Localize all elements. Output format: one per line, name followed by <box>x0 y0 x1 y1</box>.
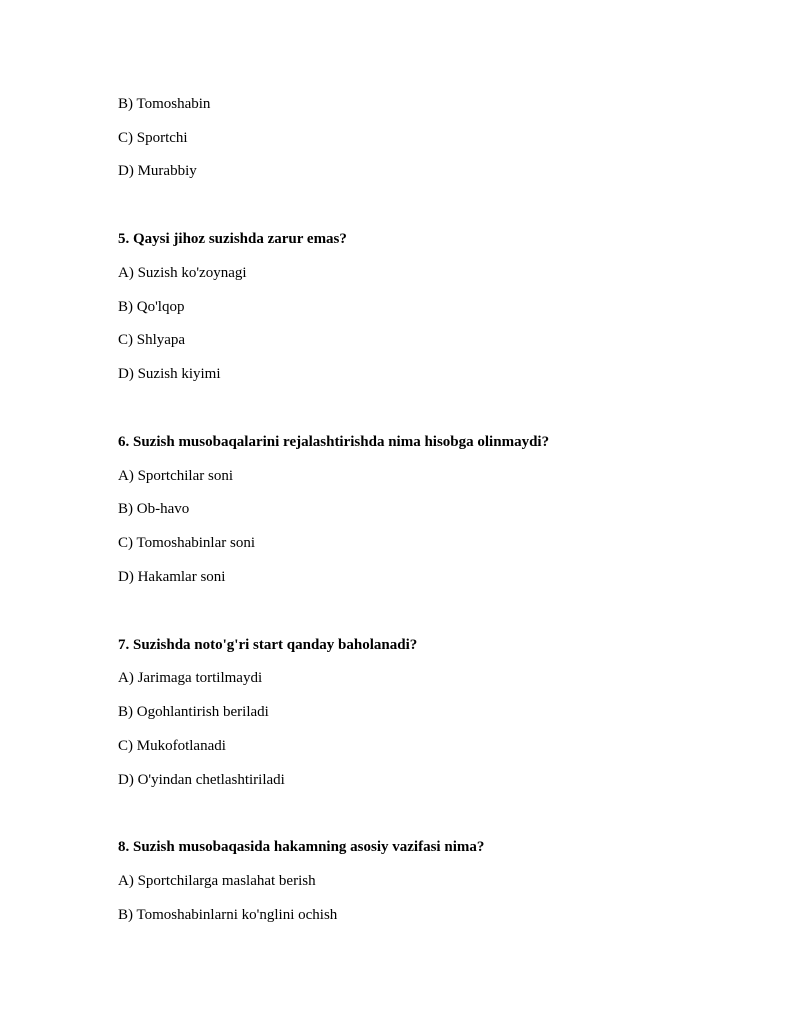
option-6d: D) Hakamlar soni <box>118 569 226 585</box>
option-4d: D) Murabbiy <box>118 163 197 179</box>
option-8a: A) Sportchilarga maslahat berish <box>118 873 316 889</box>
option-5a: A) Suzish ko'zoynagi <box>118 265 247 281</box>
option-6c: C) Tomoshabinlar soni <box>118 535 255 551</box>
option-7b: B) Ogohlantirish beriladi <box>118 704 269 720</box>
question-7: 7. Suzishda noto'g'ri start qanday baholanadi? <box>118 637 418 653</box>
question-6: 6. Suzish musobaqalarini rejalashtirishda nima hisobga olinmaydi? <box>118 434 550 450</box>
option-5d: D) Suzish kiyimi <box>118 366 221 382</box>
question-8: 8. Suzish musobaqasida hakamning asosiy vazifasi nima? <box>118 839 485 855</box>
option-7c: C) Mukofotlanadi <box>118 738 226 754</box>
option-4b: B) Tomoshabin <box>118 96 211 112</box>
option-5c: C) Shlyapa <box>118 332 186 348</box>
option-5b: B) Qo'lqop <box>118 299 185 315</box>
option-7a: A) Jarimaga tortilmaydi <box>118 670 263 686</box>
question-5: 5. Qaysi jihoz suzishda zarur emas? <box>118 231 347 247</box>
option-6b: B) Ob-havo <box>118 501 190 517</box>
option-7d: D) O'yindan chetlashtiriladi <box>118 772 285 788</box>
option-6a: A) Sportchilar soni <box>118 468 233 484</box>
option-8b: B) Tomoshabinlarni ko'nglini ochish <box>118 907 338 923</box>
option-4c: C) Sportchi <box>118 130 188 146</box>
